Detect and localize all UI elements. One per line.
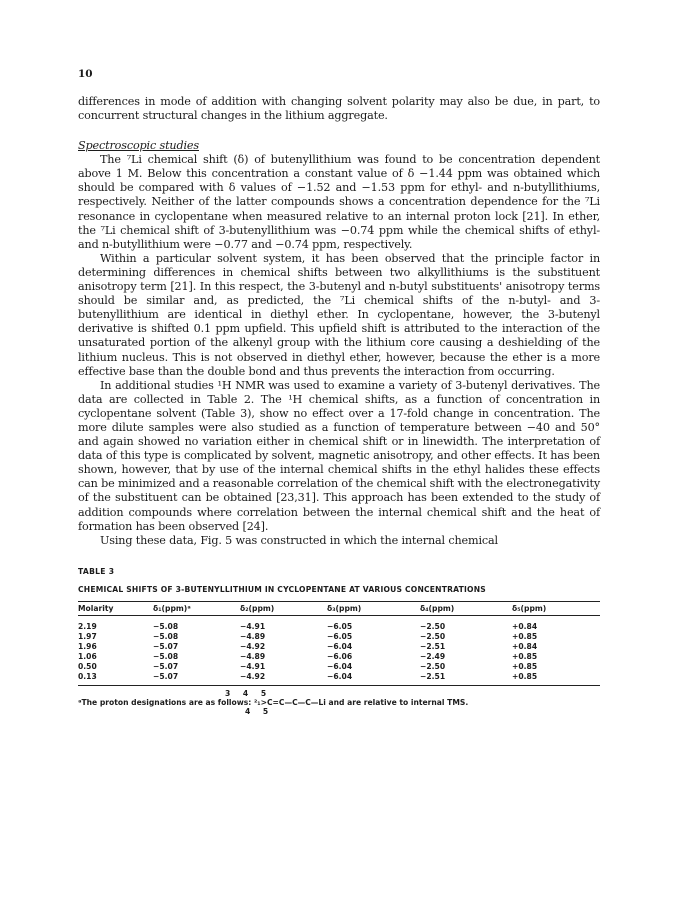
table-header-row xyxy=(78,601,600,615)
table-cell: −4.91 xyxy=(240,661,266,671)
table-row xyxy=(78,642,600,652)
table-cell: 0.50 xyxy=(78,661,97,671)
formula-top-labels: 3 4 5 xyxy=(225,688,272,698)
table-cell: −2.50 xyxy=(420,631,446,641)
table-cell: −6.04 xyxy=(327,671,353,681)
table-cell: +0.85 xyxy=(512,661,538,671)
table-cell: 0.13 xyxy=(78,671,97,681)
table-cell: −6.05 xyxy=(327,631,353,641)
table-row xyxy=(78,615,600,632)
table-cell: −2.50 xyxy=(420,621,446,631)
header-cell: δ₅(ppm) xyxy=(512,601,600,615)
header-cell: δ₄(ppm) xyxy=(420,601,512,615)
section-heading: Spectroscopic studies xyxy=(78,139,199,153)
table-cell: −6.04 xyxy=(327,661,353,671)
table-row xyxy=(78,632,600,642)
table-cell: 1.06 xyxy=(78,651,97,661)
table-cell: +0.84 xyxy=(512,641,538,651)
table-cell: −5.07 xyxy=(153,671,179,681)
table-row xyxy=(78,662,600,672)
table-cell: −4.91 xyxy=(240,621,266,631)
table-cell: −2.50 xyxy=(420,661,446,671)
header-cell: δ₂(ppm) xyxy=(240,601,327,615)
paragraph: The ⁷Li chemical shift (δ) of butenyllithium was found to be concentration dependent above 1 M. Below this concentration a constant value of δ −1.44 ppm was obtained which should be compared with δ values of −1.52 and −1.53 ppm for ethyl- and n-butyllithiums, respectively. Neither of the latter compounds shows a concentration dependence for the ⁷Li resonance in cyclopentane when measured relative to an internal proton lock [21]. In ether, the ⁷Li chemical shift of 3-butenyllithium was −0.74 ppm while the chemical shifts of ethyl- and n-butyllithium were −0.77 and −0.74 ppm, respectively. xyxy=(78,153,600,251)
table-cell: −2.51 xyxy=(420,671,446,681)
table-cell: −5.08 xyxy=(153,621,179,631)
table-cell: 2.19 xyxy=(78,621,97,631)
table-cell: +0.85 xyxy=(512,631,538,641)
table-footnote xyxy=(78,690,600,716)
table-cell: +0.84 xyxy=(512,621,538,631)
table-cell: −6.06 xyxy=(327,651,353,661)
paragraph: In additional studies ¹H NMR was used to examine a variety of 3-butenyl derivatives. The data are collected in Table 2. The ¹H chemical shifts, as a function of concentration in cyclopentane solvent (Table 3), show no effect over a 17-fold change in concentration. The more dilute samples were also studied as a function of temperature between −40 and 50° and again showed no variation either in chemical shift or in linewidth. The interpretation of data of this type is complicated by solvent, magnetic anisotropy, and other effects. It has been shown, however, that by use of the internal chemical shifts in the ethyl halides these effects can be minimized and a reasonable correlation of the chemical shift with the electronegativity of the substituent can be obtained [23,31]. This approach has been extended to the study of addition compounds where correlation between the internal chemical shift and the heat of formation has been observed [24]. xyxy=(78,378,600,533)
table-cell: −4.92 xyxy=(240,671,266,681)
page-number: 10 xyxy=(78,68,93,80)
data-table xyxy=(78,601,600,686)
table-cell: −5.08 xyxy=(153,651,179,661)
table-cell: −4.89 xyxy=(240,651,266,661)
table-cell: −4.89 xyxy=(240,631,266,641)
footnote-text: ᵃThe proton designations are as follows: ²₁>C=C—C—C—Li and are relative to internal TMS. xyxy=(78,697,469,707)
document-page xyxy=(78,68,600,716)
table-row xyxy=(78,672,600,686)
table-cell: 1.97 xyxy=(78,631,97,641)
header-cell: Molarity xyxy=(78,601,153,615)
table-cell: −4.92 xyxy=(240,641,266,651)
header-cell: δ₁(ppm)ᵃ xyxy=(153,601,240,615)
paragraph: Within a particular solvent system, it has been observed that the principle factor in determining differences in chemical shifts between two alkyllithiums is the substituent anisotropy term [21]. In this respect, the 3-butenyl and n-butyl substituents' anisotropy terms should be similar and, as predicted, the ⁷Li chemical shifts of the n-butyl- and 3-butenyllithium are identical in diethyl ether. In cyclopentane, however, the 3-butenyl derivative is shifted 0.1 ppm upfield. This upfield shift is attributed to the interaction of the unsaturated portion of the alkenyl group with the lithium core causing a deshielding of the lithium nucleus. This is not observed in diethyl ether, however, because the ether is a more effective base than the double bond and thus prevents the interaction from occurring. xyxy=(78,251,600,378)
table-cell: −6.04 xyxy=(327,641,353,651)
table-caption: CHEMICAL SHIFTS OF 3-BUTENYLLITHIUM IN CYCLOPENTANE AT VARIOUS CONCENTRATIONS xyxy=(78,584,486,594)
table-cell: −5.08 xyxy=(153,631,179,641)
paragraph: Using these data, Fig. 5 was constructed in which the internal chemical xyxy=(100,533,498,547)
table-cell: +0.85 xyxy=(512,671,538,681)
body-text xyxy=(78,95,600,548)
table-cell: −6.05 xyxy=(327,621,353,631)
header-cell: δ₃(ppm) xyxy=(327,601,420,615)
table-cell: 1.96 xyxy=(78,641,97,651)
formula-bottom-labels: 4 5 xyxy=(245,706,274,716)
table-cell: −5.07 xyxy=(153,641,179,651)
table-cell: −2.51 xyxy=(420,641,446,651)
table-cell: +0.85 xyxy=(512,651,538,661)
table-cell: −5.07 xyxy=(153,661,179,671)
table-cell: −2.49 xyxy=(420,651,446,661)
table-row xyxy=(78,652,600,662)
table-3 xyxy=(78,567,600,716)
table-label: TABLE 3 xyxy=(78,566,115,576)
paragraph-continued: differences in mode of addition with changing solvent polarity may also be due, in part, to concurrent structural changes in the lithium aggregate. xyxy=(78,95,600,123)
